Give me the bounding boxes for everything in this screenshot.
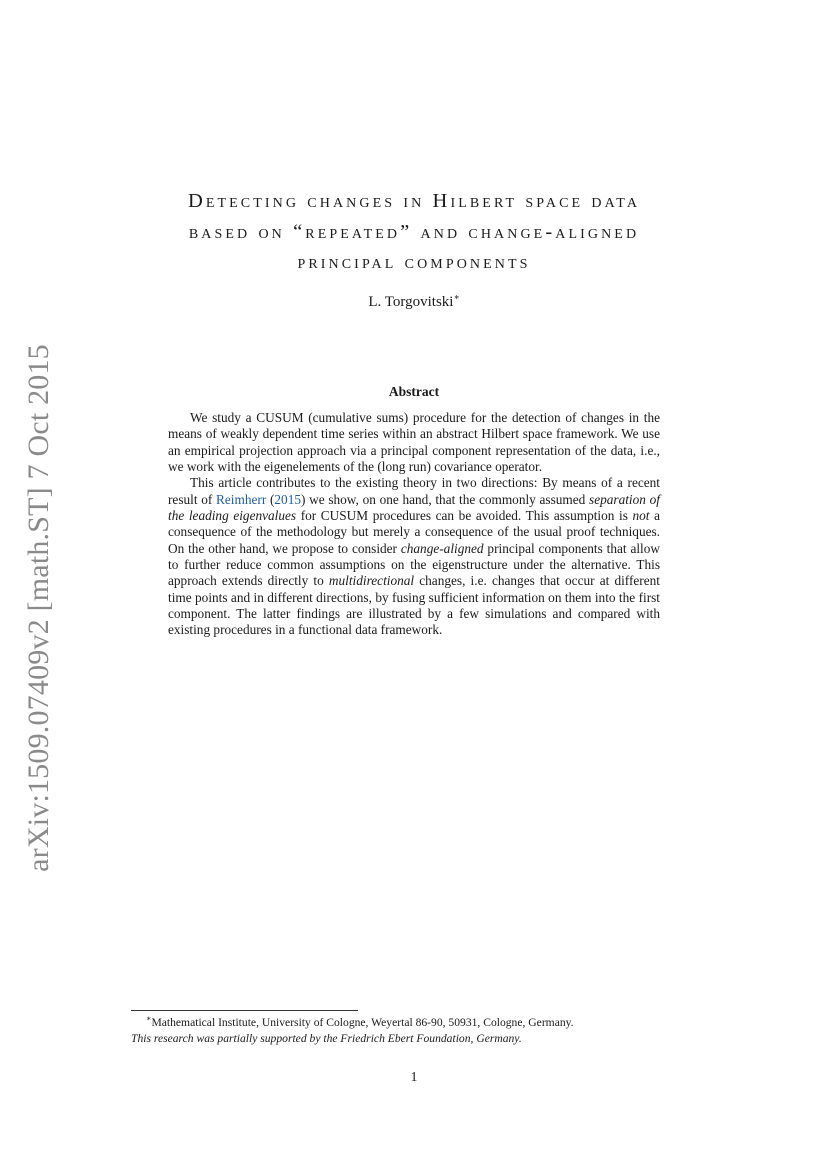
- paper-title: [160, 186, 668, 278]
- title-line-3: principal components: [297, 251, 531, 273]
- footnote-funding: This research was partially supported by the Friedrich Ebert Foundation, Germany.: [131, 1031, 522, 1045]
- abstract-heading: Abstract: [388, 384, 440, 399]
- citation-link-year[interactable]: 2015: [274, 491, 301, 507]
- emphasis-change-aligned: change-aligned: [400, 540, 484, 556]
- abstract-text-segment: principal components that allow to further reduce common assumptions on the eigenstructure under the alternative. This approach extends directly to: [168, 540, 660, 589]
- emphasis-not: not: [632, 508, 650, 524]
- footnote-affiliation-text: Mathematical Institute, University of Cologne, Weyertal 86-90, 50931, Cologne, Germany.: [151, 1016, 574, 1029]
- abstract-text-segment: we show, on one hand, that the commonly assumed: [305, 491, 590, 507]
- emphasis-separation: separation of the leading eigenvalues: [168, 491, 660, 524]
- author-line: [160, 294, 668, 311]
- abstract-paragraph-2: [168, 475, 660, 638]
- abstract-text-segment: changes, i.e. changes that occur at different time points and in different directions, by fusing sufficient information on them into the first component. The latter findings are illustrated by a few simulations and compared with existing procedures in a functional data framework.: [168, 573, 660, 638]
- arxiv-identifier-stamp: [14, 343, 64, 872]
- footnote-mark: ∗: [146, 1014, 152, 1024]
- footnotes: [131, 1015, 701, 1046]
- footnote-affiliation: [131, 1015, 701, 1031]
- abstract-body: [168, 410, 660, 639]
- abstract-text-segment: This article contributes to the existing theory in two directions: By means of a recent result of: [168, 475, 660, 507]
- citation-paren-open: (: [266, 491, 275, 507]
- arxiv-id-text: arXiv:1509.07409v2 [math.ST] 7 Oct 2015: [22, 343, 56, 872]
- abstract-text-segment: for CUSUM procedures can be avoided. This assumption is: [296, 508, 633, 524]
- author-name: L. Torgovitski: [368, 294, 454, 310]
- emphasis-multidirectional: multidirectional: [328, 573, 415, 589]
- citation-paren-close: ): [300, 491, 306, 507]
- title-line-2: based on “repeated” and change-aligned: [188, 220, 640, 243]
- page-number: 1: [410, 1069, 418, 1084]
- citation-link-author[interactable]: Reimherr: [216, 491, 267, 507]
- abstract-paragraph-1: We study a CUSUM (cumulative sums) procedure for the detection of changes in the means of weakly dependent time series within an abstract Hilbert space framework. We use an empirical projection approach via a principal component representation of the data, i.e., we work with the eigenelements of the (long run) covariance operator.: [168, 410, 660, 475]
- author-footnote-mark[interactable]: ∗: [453, 292, 460, 302]
- abstract-text-segment: a consequence of the methodology but merely a consequence of the usual proof techniques. On the other hand, we propose to consider: [168, 508, 660, 556]
- footnote-divider: [131, 1010, 358, 1011]
- title-line-1: Detecting changes in Hilbert space data: [187, 190, 641, 212]
